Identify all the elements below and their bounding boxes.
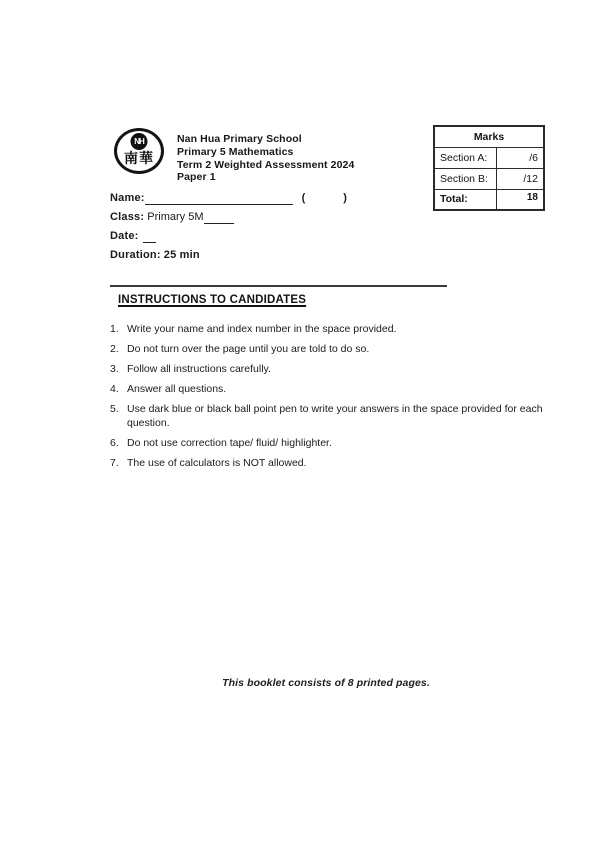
instruction-number: 1. [110,323,119,335]
level-subject: Primary 5 Mathematics [177,145,294,158]
school-name: Nan Hua Primary School [177,133,302,145]
instruction-text: Use dark blue or black ball point pen to write your answers in the space provided for each question. [127,403,543,429]
list-item [110,403,547,430]
instruction-text: Answer all questions. [127,383,227,395]
index-close-paren: ) [343,192,347,204]
marks-table [433,125,545,211]
list-item [110,363,547,377]
class-value: Primary 5M [147,211,204,223]
index-blank-space [305,194,343,205]
section-b-label: Section B: [434,168,496,189]
instruction-number: 6. [110,436,119,449]
booklet-pages-note: This booklet consists of 8 printed pages. [222,677,430,689]
paper-header [177,133,354,184]
duration-line [110,249,347,262]
instruction-number: 5. [110,403,119,415]
instruction-text: Write your name and index number in the space provided. [127,323,397,335]
instruction-number: 3. [110,363,119,375]
table-row [434,147,544,168]
list-item [110,383,547,397]
name-label: Name: [110,192,145,204]
paper-number: Paper 1 [177,171,216,184]
assessment-title: Term 2 Weighted Assessment 2024 [177,158,355,171]
date-line [110,230,347,243]
list-item [110,343,547,357]
list-item [110,323,547,337]
section-a-score: /6 [496,147,544,168]
name-blank-line [145,194,293,205]
instructions-list [110,323,547,477]
instruction-text: Do not turn over the page until you are told to do so. [127,343,370,355]
total-score: 18 [496,189,544,210]
instructions-heading: INSTRUCTIONS TO CANDIDATES [118,294,307,306]
school-logo [114,128,164,174]
list-item [110,457,547,471]
header-divider-line [110,285,447,287]
table-row [434,168,544,189]
class-label: Class: [110,211,145,223]
instruction-number: 7. [110,456,119,469]
table-row [434,189,544,210]
section-a-label: Section A: [434,147,496,168]
student-info [110,192,347,268]
instruction-number: 4. [110,383,119,395]
instruction-number: 2. [110,343,119,355]
list-item [110,437,547,451]
instruction-text: Do not use correction tape/ fluid/ highlighter. [127,436,332,449]
duration-label: Duration: [110,249,161,261]
school-logo-chinese-name: 南華 [124,150,154,166]
section-b-score: /12 [496,168,544,189]
marks-table-title: Marks [434,126,544,147]
marks-table-header-row [434,126,544,147]
duration-value: 25 min [163,249,200,261]
index-open-paren: ( [301,192,306,204]
total-label: Total: [434,189,496,210]
class-blank-line [204,213,234,224]
date-blank-line [143,232,156,243]
date-label: Date: [110,230,139,242]
name-line [110,192,347,205]
instruction-text: Follow all instructions carefully. [127,363,271,375]
class-line [110,211,347,224]
school-logo-monogram-icon: NH [131,133,148,150]
instruction-text: The use of calculators is NOT allowed. [127,456,307,469]
